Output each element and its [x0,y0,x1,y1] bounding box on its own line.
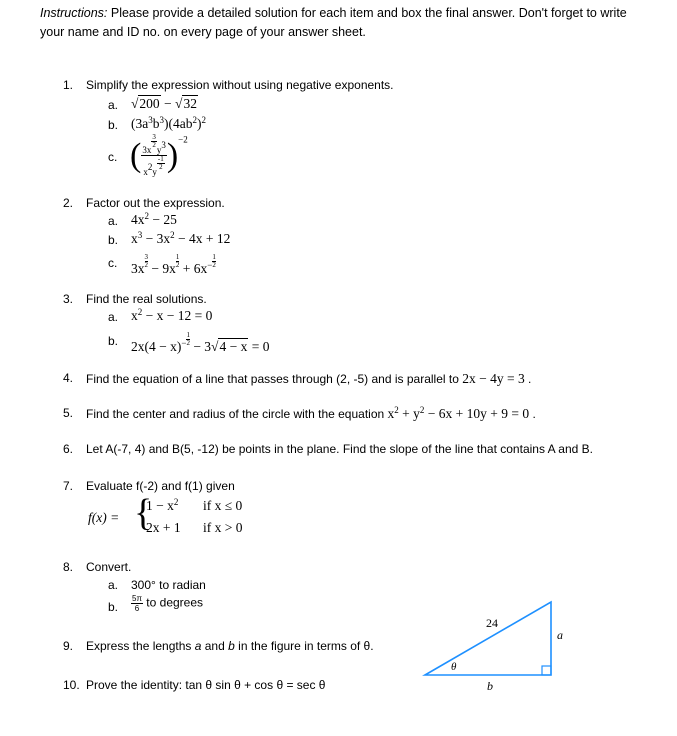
q8b-expression [131,594,203,613]
q1-text: Simplify the expression without using negative exponents. [86,78,394,92]
right-angle-marker [542,666,551,675]
triangle-shape [425,602,551,675]
instructions [40,4,650,42]
q4-equation: 2x − 4y = 3 [462,371,525,386]
q8-number: 8. [63,560,74,574]
q5-line [86,406,536,422]
q8a-label: a. [108,578,119,592]
q4-number: 4. [63,371,74,385]
q7-number: 7. [63,479,74,493]
q8b-denominator: 6 [134,604,140,613]
q1a-label: a. [108,98,119,112]
q7-case2: 2x + 1 [146,520,181,535]
q2-text: Factor out the expression. [86,196,225,210]
q3b-expression: 2x(4 − x)− $\frac{1}{2}$ − 3√4 − x = 0 [131,331,270,354]
instructions-text: Please provide a detailed solution for each item and box the final answer. Don't forget to write your name and ID no. on every page of your answer sheet. [40,6,627,39]
q9-line [86,639,374,653]
q9-a: a [194,639,202,653]
instructions-label: Instructions: [40,6,108,20]
q3b-label: b. [108,334,119,348]
q9-b: b [228,639,235,653]
q6-number: 6. [63,442,74,456]
theta-label: θ [451,661,457,673]
q5-text: Find the center and radius of the circle with the equation [86,407,388,421]
q4-text: Find the equation of a line that passes through (2, -5) and is parallel to [86,372,463,386]
q8b-label: b. [108,600,119,614]
q1-number: 1. [63,78,74,92]
side-a-label: a [557,628,563,642]
q2a-label: a. [108,214,119,228]
q9-and: and [201,639,229,653]
q2b-label: b. [108,233,119,247]
q7-text: Evaluate f(-2) and f(1) given [86,479,235,493]
q2b-expression: $x^3 - 3x^2 - 4x + 12$ [131,230,231,246]
q8-text: Convert. [86,560,132,574]
q1c-label: c. [108,150,118,164]
q9-text-pre: Express the lengths [86,639,195,653]
q2c-expression: 3x $\frac{3}{2}$ − 9x $\frac{1}{2}$ + 6x− $\frac{1}{2}$ [131,253,216,276]
q5-equation: $x^2 + y^2 - 6x + 10y + 9 = 0$ [387,405,530,421]
q5-end: . [529,407,536,421]
q6-text: Let A(-7, 4) and B(5, -12) be points in the plane. Find the slope of the line that contains A and B. [86,442,593,456]
q7-case1: $1 - x^2$ [146,497,179,513]
q3-number: 3. [63,292,74,306]
hypotenuse-label: 24 [486,616,498,630]
q7-brace: { [134,492,153,534]
side-b-label: b [487,679,493,693]
q3a-label: a. [108,310,119,324]
q4-line [86,371,531,387]
q3a-expression: $x^2 - x - 12 = 0$ [131,307,213,323]
q10-text: Prove the identity: tan θ sin θ + cos θ = sec θ [86,678,326,692]
q7-case2-cond: if x > 0 [203,520,243,535]
q9-text-post: in the figure in terms of θ. [234,639,374,653]
q1c-expression: ( 3x $\frac{3}{2}$ $y^3$ $x^2y$ $\frac{-1}{2}$ )$^{-2}$ [130,133,188,177]
q2-number: 2. [63,196,74,210]
q1a-expression: √200 − √32 [131,96,197,111]
q5-number: 5. [63,406,74,420]
q7-fx: f(x) = [88,510,120,525]
q7-case1-cond: if x ≤ 0 [203,498,243,513]
q4-end: . [524,372,532,386]
triangle-figure [415,595,585,695]
q3-text: Find the real solutions. [86,292,207,306]
q7-case1-expr: 1 − x [146,498,174,513]
q1b-expression: $(3a^3b^3)(4ab^2)^2$ [131,115,206,131]
q1b-label: b. [108,118,119,132]
q10-number: 10. [63,678,80,692]
q2c-label: c. [108,256,118,270]
q9-number: 9. [63,639,74,653]
q8b-numerator: 5π [132,594,142,603]
q8b-text: to degrees [142,595,204,610]
q2a-expression: $4x^2 - 25$ [131,211,177,227]
q8a-text: 300° to radian [131,578,206,592]
